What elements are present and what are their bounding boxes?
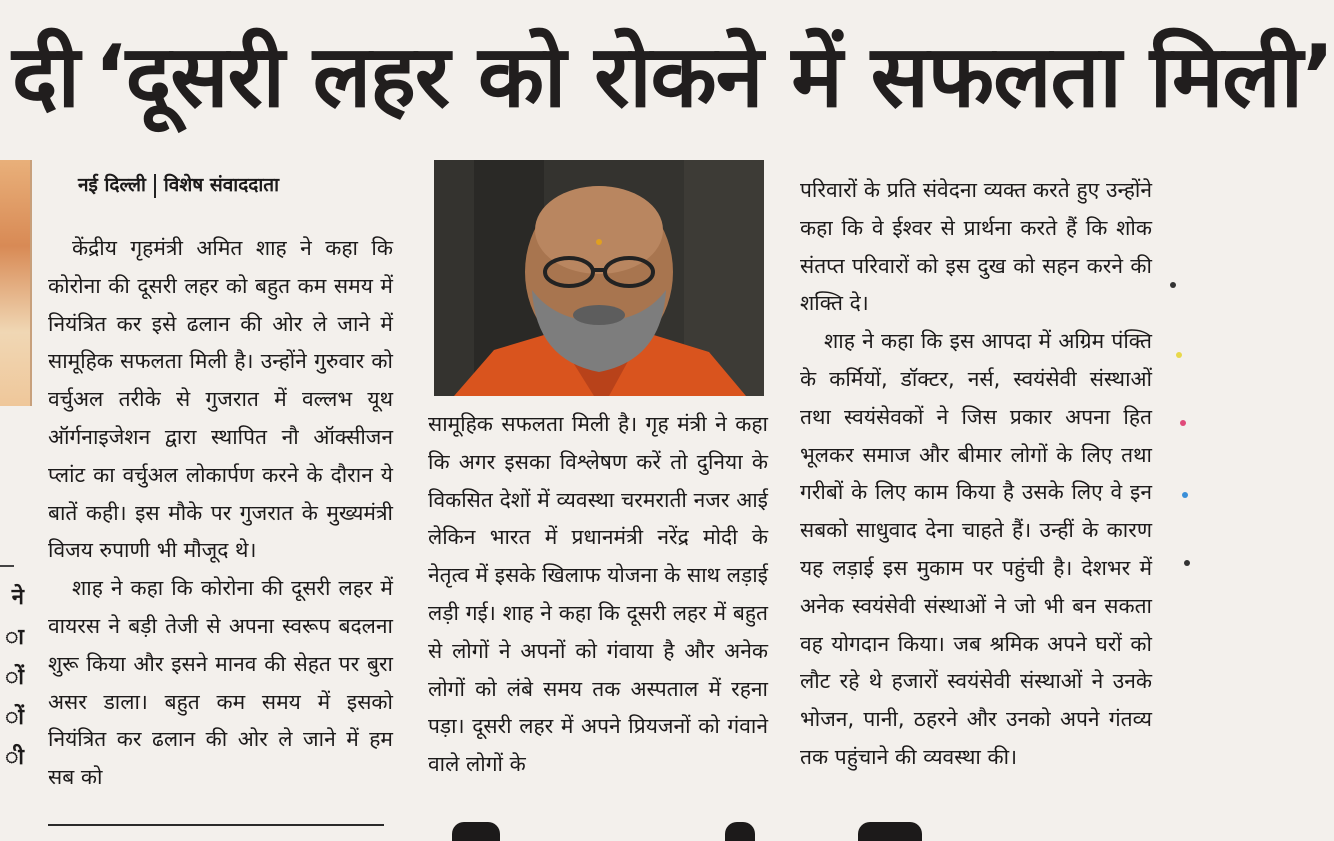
adjacent-line-end: ा: [5, 625, 24, 650]
next-headline-fragment: [725, 822, 755, 841]
headline-text: ‘दूसरी लहर को रोकने में सफलता मिली’: [94, 27, 1334, 127]
adjacent-line-end: ी: [5, 745, 24, 770]
adjacent-photo-edge: [0, 160, 32, 406]
portrait-photo: [434, 160, 764, 396]
article-paragraph: शाह ने कहा कि इस आपदा में अग्रिम पंक्ति के कर्मियों, डॉक्टर, नर्स, स्वयंसेवी संस्थाओं तथा स्वयंसेवकों ने जिस प्रकार अपना हित भूलकर समाज और बीमार लोगों के लिए तथा गरीबों के लिए काम किया है उसके लिए वे इन सबको साधुवाद देना चाहते हैं। उन्हीं के कारण यह लड़ाई इस मुकाम पर पहुंची है। देशभर में अनेक स्वयंसेवी संस्थाओं ने जो भी बन सकता वह योगदान किया। जब श्रमिक अपने घरों को लौट रहे थे हजारों स्वयंसेवी संस्थाओं ने उनके भोजन, पानी, ठहरने और उनको अपने गंतव्य तक पहुंचाने की व्यवस्था की।: [800, 329, 1152, 769]
article-column-1: [48, 230, 393, 797]
article-paragraph: केंद्रीय गृहमंत्री अमित शाह ने कहा कि कोरोना की दूसरी लहर को बहुत कम समय में नियंत्रित कर इसे ढलान की ओर ले जाने में सामूहिक सफलता मिली है। उन्होंने गुरुवार को वर्चुअल तरीके से गुजरात में वल्लभ यूथ ऑर्गनाइजेशन द्वारा स्थापित नौ ऑक्सीजन प्लांट का वर्चुअल लोकार्पण करने के दौरान ये बातें कही। इस मौके पर गुजरात के मुख्यमंत्री विजय रुपाणी भी मौजूद थे।: [48, 236, 393, 563]
next-headline-fragment: [452, 822, 500, 841]
article-column-2: [428, 406, 768, 784]
byline-separator: [154, 174, 156, 198]
portrait-photo-icon: [434, 160, 764, 396]
previous-headline-fragment: दी: [12, 27, 79, 127]
bottom-rule: [48, 824, 384, 826]
decorative-dot: [1170, 282, 1176, 288]
article-paragraph: परिवारों के प्रति संवेदना व्यक्त करते हुए उन्होंने कहा कि वे ईश्वर से प्रार्थना करते हैं कि शोक संतप्त परिवारों को इस दुख को सहन करने की शक्ति दे।: [800, 178, 1152, 316]
byline-reporter: विशेष संवाददाता: [163, 174, 280, 196]
adjacent-line-end: ों: [5, 665, 24, 690]
decorative-dot: [1180, 420, 1186, 426]
article-paragraph: सामूहिक सफलता मिली है। गृह मंत्री ने कहा कि अगर इसका विश्लेषण करें तो दुनिया के विकसित देशों में व्यवस्था चरमराती नजर आई लेकिन भारत में प्रधानमंत्री नरेंद्र मोदी के नेतृत्व में इसके खिलाफ योजना के साथ लड़ाई लड़ी गई। शाह ने कहा कि दूसरी लहर में बहुत से लोगों ने अपनों को गंवाया है और अनेक लोगों को लंबे समय तक अस्पताल में रहना पड़ा। दूसरी लहर में अपने प्रियजनों को गंवाने वाले लोगों के: [428, 412, 768, 777]
adjacent-column-rule: [0, 565, 14, 567]
adjacent-line-end: ने: [11, 585, 24, 610]
headline: [12, 22, 1334, 132]
byline: [78, 168, 279, 202]
decorative-dot: [1182, 492, 1188, 498]
adjacent-line-end: ों: [5, 705, 24, 730]
article-column-3: [800, 172, 1152, 777]
decorative-dot: [1176, 352, 1182, 358]
decorative-dot: [1184, 560, 1190, 566]
article-paragraph: शाह ने कहा कि कोरोना की दूसरी लहर में वायरस ने बड़ी तेजी से अपना स्वरूप बदलना शुरू किया और इसने मानव की सेहत पर बुरा असर डाला। बहुत कम समय में इसको नियंत्रित कर ढलान की ओर ले जाने में हम सब को: [48, 576, 393, 790]
adjacent-column-text: [0, 578, 24, 778]
next-headline-fragment: [858, 822, 922, 841]
byline-location: नई दिल्ली: [78, 174, 146, 196]
